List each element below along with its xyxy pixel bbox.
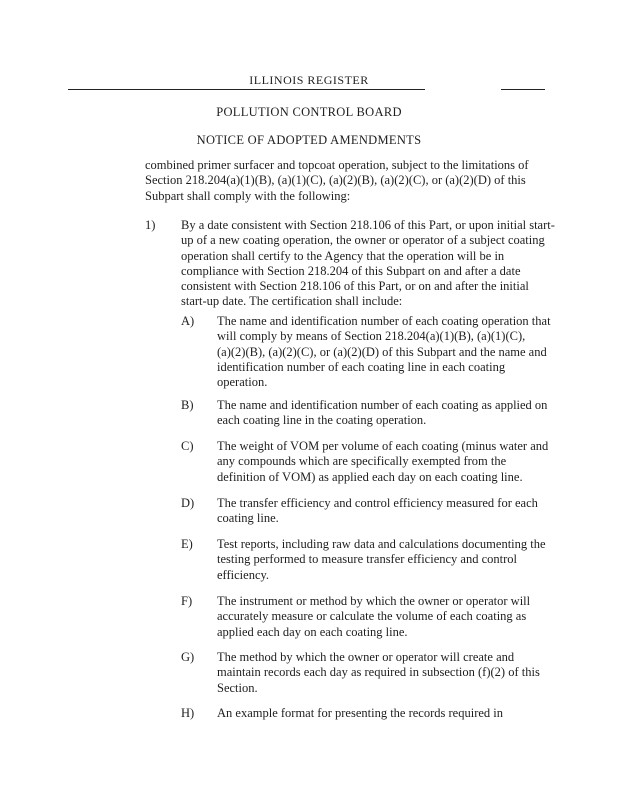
text-line: identification number of each coating line in each coating bbox=[217, 359, 506, 374]
text-line: will comply by means of Section 218.204(a)(1)(B), (a)(1)(C), bbox=[217, 329, 526, 344]
text-line: consistent with Section 218.106 of this Part, or on and after the initial bbox=[181, 279, 529, 294]
subitem-e-label: E) bbox=[181, 537, 193, 551]
subitem-h-text bbox=[217, 706, 503, 721]
subitem-c-text bbox=[217, 439, 548, 485]
text-line: Subpart shall comply with the following: bbox=[145, 188, 351, 203]
subitem-f-text bbox=[217, 594, 530, 640]
text-line: The name and identification number of each coating operation that bbox=[217, 314, 551, 328]
text-line: accurately measure or calculate the volume of each coating as bbox=[217, 609, 527, 624]
subitem-c-label: C) bbox=[181, 439, 194, 453]
text-line: (a)(2)(B), (a)(2)(C), or (a)(2)(D) of this Subpart and the name and bbox=[217, 344, 547, 359]
text-line: The instrument or method by which the owner or operator will bbox=[217, 594, 531, 608]
text-line: definition of VOM) as applied each day on each coating line. bbox=[217, 469, 523, 484]
text-line: coating line. bbox=[217, 511, 279, 526]
item-1-text bbox=[181, 218, 555, 310]
text-line: The method by which the owner or operator will create and bbox=[217, 650, 515, 664]
text-line: combined primer surfacer and topcoat operation, subject to the limitations of bbox=[145, 158, 529, 172]
subitem-a-label: A) bbox=[181, 314, 195, 328]
register-title: ILLINOIS REGISTER bbox=[249, 73, 369, 87]
text-line: An example format for presenting the records required in bbox=[217, 706, 504, 720]
text-line: efficiency. bbox=[217, 567, 270, 582]
agency-heading: POLLUTION CONTROL BOARD bbox=[216, 105, 402, 119]
subitem-b-text bbox=[217, 398, 547, 429]
text-line: Test reports, including raw data and calculations documenting the bbox=[217, 537, 546, 551]
text-line: operation shall certify to the Agency that the operation will be in bbox=[181, 248, 505, 263]
text-line: The weight of VOM per volume of each coating (minus water and bbox=[217, 439, 549, 453]
subitem-a-text bbox=[217, 314, 551, 390]
text-line: By a date consistent with Section 218.106 of this Part, or upon initial start- bbox=[181, 218, 555, 232]
text-line: Section. bbox=[217, 680, 258, 695]
subitem-d-label: D) bbox=[181, 496, 195, 510]
header-rule-left bbox=[68, 89, 425, 90]
subitem-h-label: H) bbox=[181, 706, 195, 720]
text-line: start-up date. The certification shall include: bbox=[181, 294, 403, 309]
text-line: maintain records each day as required in subsection (f)(2) of this bbox=[217, 665, 540, 680]
subitem-f-label: F) bbox=[181, 594, 193, 608]
text-line: any compounds which are specifically exempted from the bbox=[217, 454, 507, 469]
notice-heading: NOTICE OF ADOPTED AMENDMENTS bbox=[196, 133, 422, 147]
item-1-label: 1) bbox=[145, 218, 156, 232]
subitem-g-label: G) bbox=[181, 650, 195, 664]
text-line: up of a new coating operation, the owner or operator of a subject coating bbox=[181, 233, 545, 248]
subitem-b-label: B) bbox=[181, 398, 194, 412]
subitem-e-text bbox=[217, 537, 546, 583]
text-line: applied each day on each coating line. bbox=[217, 624, 408, 639]
subitem-d-text bbox=[217, 496, 538, 527]
text-line: each coating line in the coating operation. bbox=[217, 413, 427, 428]
intro-paragraph bbox=[145, 158, 529, 204]
text-line: compliance with Section 218.204 of this Subpart on and after a date bbox=[181, 263, 521, 278]
text-line: testing performed to measure transfer efficiency and control bbox=[217, 552, 517, 567]
header-rule-right bbox=[501, 89, 545, 90]
text-line: The name and identification number of each coating as applied on bbox=[217, 398, 548, 412]
text-line: The transfer efficiency and control efficiency measured for each bbox=[217, 496, 538, 510]
subitem-g-text bbox=[217, 650, 540, 696]
text-line: Section 218.204(a)(1)(B), (a)(1)(C), (a)(2)(B), (a)(2)(C), or (a)(2)(D) of this bbox=[145, 173, 526, 188]
text-line: operation. bbox=[217, 375, 268, 390]
